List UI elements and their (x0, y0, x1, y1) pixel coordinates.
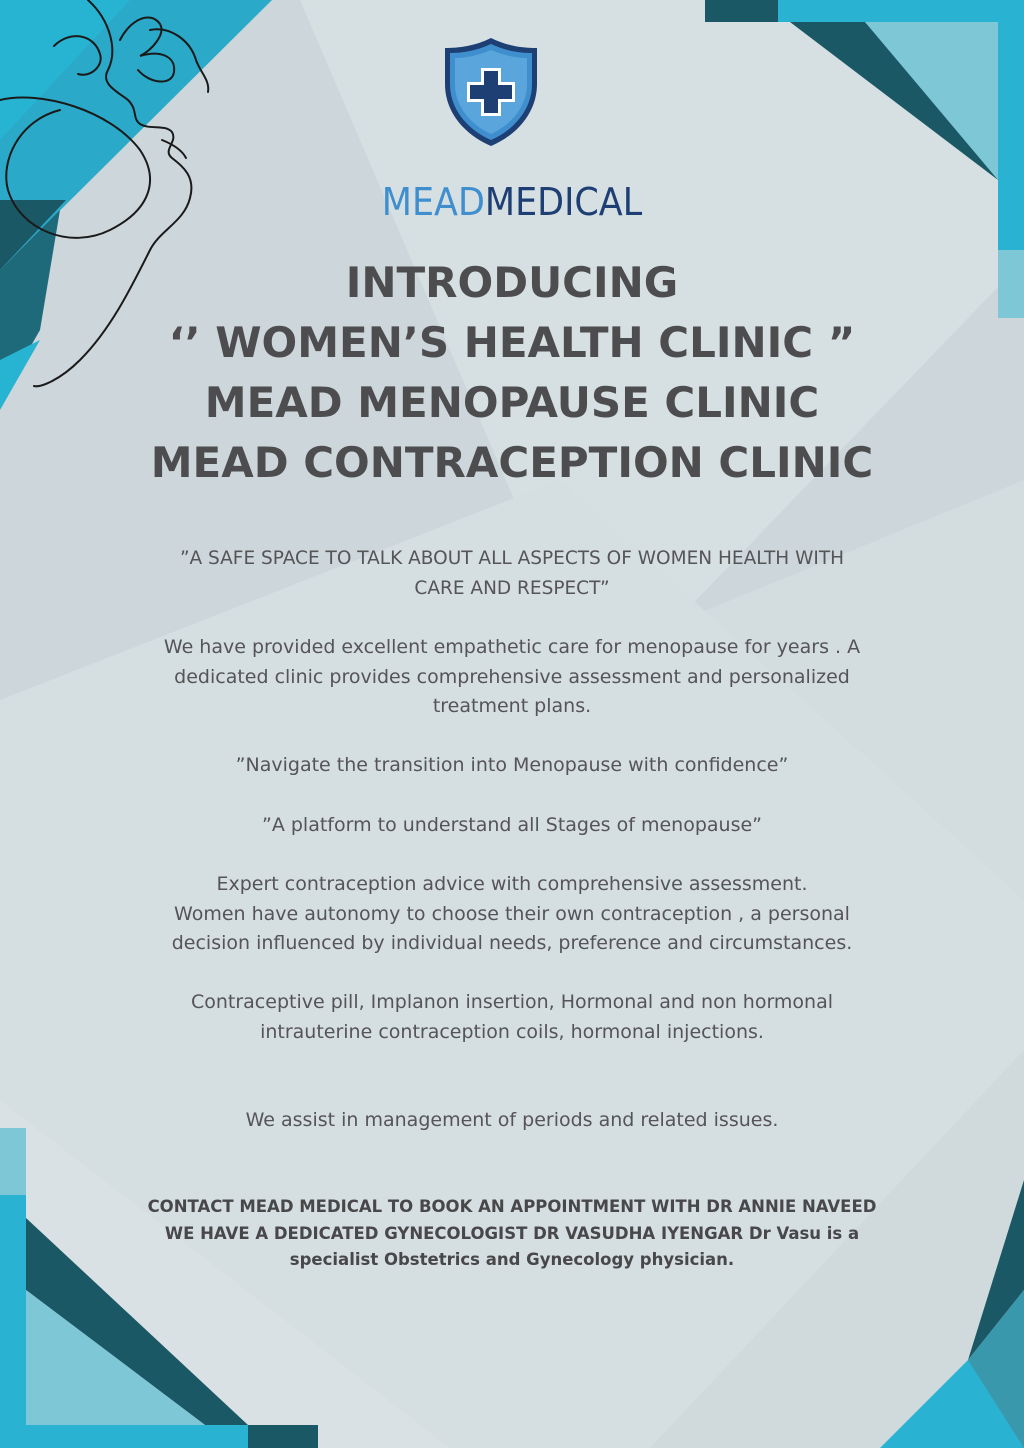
text-line: CARE AND RESPECT” (414, 577, 610, 599)
text-line: Expert contraception advice with comprehensive assessment. (216, 873, 808, 895)
brand-part-medical: MEDICAL (484, 180, 643, 224)
brand-part-mead: MEAD (381, 180, 485, 224)
navigate-quote: ”Navigate the transition into Menopause with confidence” (235, 754, 789, 776)
menopause-care-paragraph (100, 633, 924, 722)
heading-menopause-clinic: MEAD MENOPAUSE CLINIC (204, 378, 820, 427)
contact-line: CONTACT MEAD MEDICAL TO BOOK AN APPOINTMENT WITH DR ANNIE NAVEED (147, 1197, 877, 1216)
platform-quote: ”A platform to understand all Stages of menopause” (261, 814, 763, 836)
text-line: intrauterine contraception coils, hormonal injections. (260, 1020, 764, 1043)
periods-paragraph: We assist in management of periods and related issues. (245, 1109, 779, 1131)
heading-womens-health-clinic: ‘’ WOMEN’S HEALTH CLINIC ” (168, 318, 856, 367)
contraception-advice-paragraph (100, 870, 924, 959)
medical-cross-shield-icon (443, 36, 539, 148)
text-line: ”A SAFE SPACE TO TALK ABOUT ALL ASPECTS OF WOMEN HEALTH WITH (179, 548, 845, 569)
text-line: Contraceptive pill, Implanon insertion, Hormonal and non hormonal (190, 991, 834, 1013)
text-line: Women have autonomy to choose their own contraception , a personal (174, 902, 850, 925)
contact-block (90, 1194, 934, 1274)
text-line: dedicated clinic provides comprehensive assessment and personalized (174, 665, 850, 688)
heading-introducing: INTRODUCING (345, 258, 679, 307)
text-line: decision influenced by individual needs, preference and circumstances. (171, 932, 853, 954)
text-line: treatment plans. (432, 695, 592, 717)
heading-contraception-clinic: MEAD CONTRACEPTION CLINIC (150, 438, 874, 487)
safe-space-quote (100, 544, 924, 603)
contact-line: specialist Obstetrics and Gynecology physician. (289, 1250, 735, 1269)
text-line: We have provided excellent empathetic care for menopause for years . A (163, 636, 861, 658)
brand-wordmark (41, 180, 983, 224)
contraceptive-options-paragraph (100, 988, 924, 1047)
contact-line: WE HAVE A DEDICATED GYNECOLOGIST DR VASUDHA IYENGAR Dr Vasu is a (164, 1223, 860, 1243)
